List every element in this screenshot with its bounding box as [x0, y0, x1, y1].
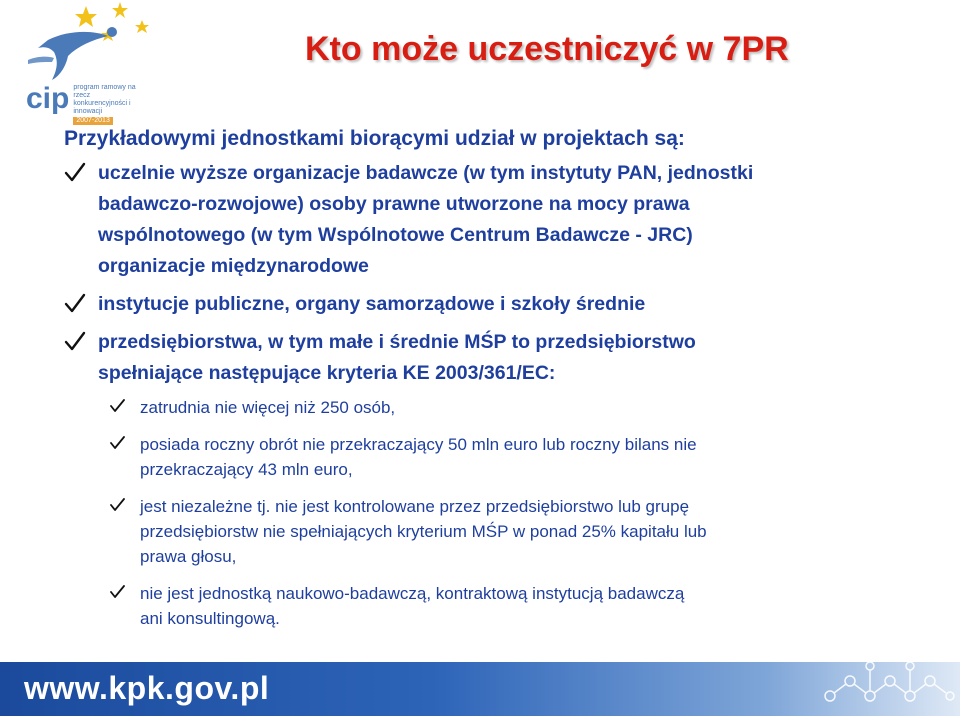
sub-item-text: przekraczający 43 mln euro, [140, 460, 353, 479]
intro-text: Przykładowymi jednostkami biorącymi udział w projektach są: [64, 127, 685, 150]
footer-url[interactable]: www.kpk.gov.pl [24, 670, 270, 706]
checkmark-icon [110, 398, 125, 413]
sub-list-item [64, 581, 890, 631]
list-item [64, 327, 924, 631]
sub-item-text: jest niezależne tj. nie jest kontrolowane przez przedsiębiorstwo lub grupę [140, 497, 690, 516]
cip-logo [8, 0, 158, 130]
list-item-text: wspólnotowego (w tym Wspólnotowe Centrum Badawcze - JRC) [98, 224, 693, 246]
sub-item-text: prawa głosu, [140, 547, 237, 566]
sub-item-text: posiada roczny obrót nie przekraczający 50 mln euro lub roczny bilans nie [140, 435, 697, 454]
sub-item-text: przedsiębiorstw nie spełniających kryterium MŚP w ponad 25% kapitału lub [140, 522, 707, 541]
sub-list [98, 395, 924, 631]
main-list [64, 158, 924, 631]
checkmark-icon [64, 292, 86, 314]
sub-item-text: nie jest jednostką naukowo-badawczą, kontraktową instytucją badawczą [140, 584, 685, 603]
list-item-text: badawczo-rozwojowe) osoby prawne utworzone na mocy prawa [98, 193, 690, 215]
sub-list-item [64, 494, 890, 569]
list-item-text: instytucje publiczne, organy samorządowe i szkoły średnie [98, 293, 646, 315]
sub-list-item [64, 432, 890, 482]
checkmark-icon [64, 161, 86, 183]
footer-bar [0, 662, 960, 716]
checkmark-icon [110, 435, 125, 450]
slide-content [64, 126, 924, 643]
list-item-text: przedsiębiorstwa, w tym małe i średnie MŚP to przedsiębiorstwo [98, 331, 696, 353]
list-item-text: uczelnie wyższe organizacje badawcze (w tym instytuty PAN, jednostki [98, 162, 754, 184]
list-item-text: organizacje międzynarodowe [98, 255, 369, 277]
checkmark-icon [64, 330, 86, 352]
logo-subtitle: program ramowy na rzecz konkurencyjności i innowacji [73, 84, 136, 115]
sub-list-item [64, 395, 890, 420]
logo-years: 2007-2013 [73, 117, 112, 125]
molecule-decoration-icon [810, 656, 960, 716]
logo-graphic-icon [8, 0, 158, 90]
slide-title: Kto może uczestniczyć w 7PR [305, 30, 789, 68]
list-item [64, 289, 924, 320]
list-item-text: spełniające następujące kryteria KE 2003/361/EC: [98, 362, 556, 384]
checkmark-icon [110, 584, 125, 599]
checkmark-icon [110, 497, 125, 512]
list-item [64, 158, 924, 282]
logo-cip-text: cip [26, 82, 70, 115]
sub-item-text: ani konsultingową. [140, 609, 280, 628]
sub-item-text: zatrudnia nie więcej niż 250 osób, [140, 398, 396, 417]
